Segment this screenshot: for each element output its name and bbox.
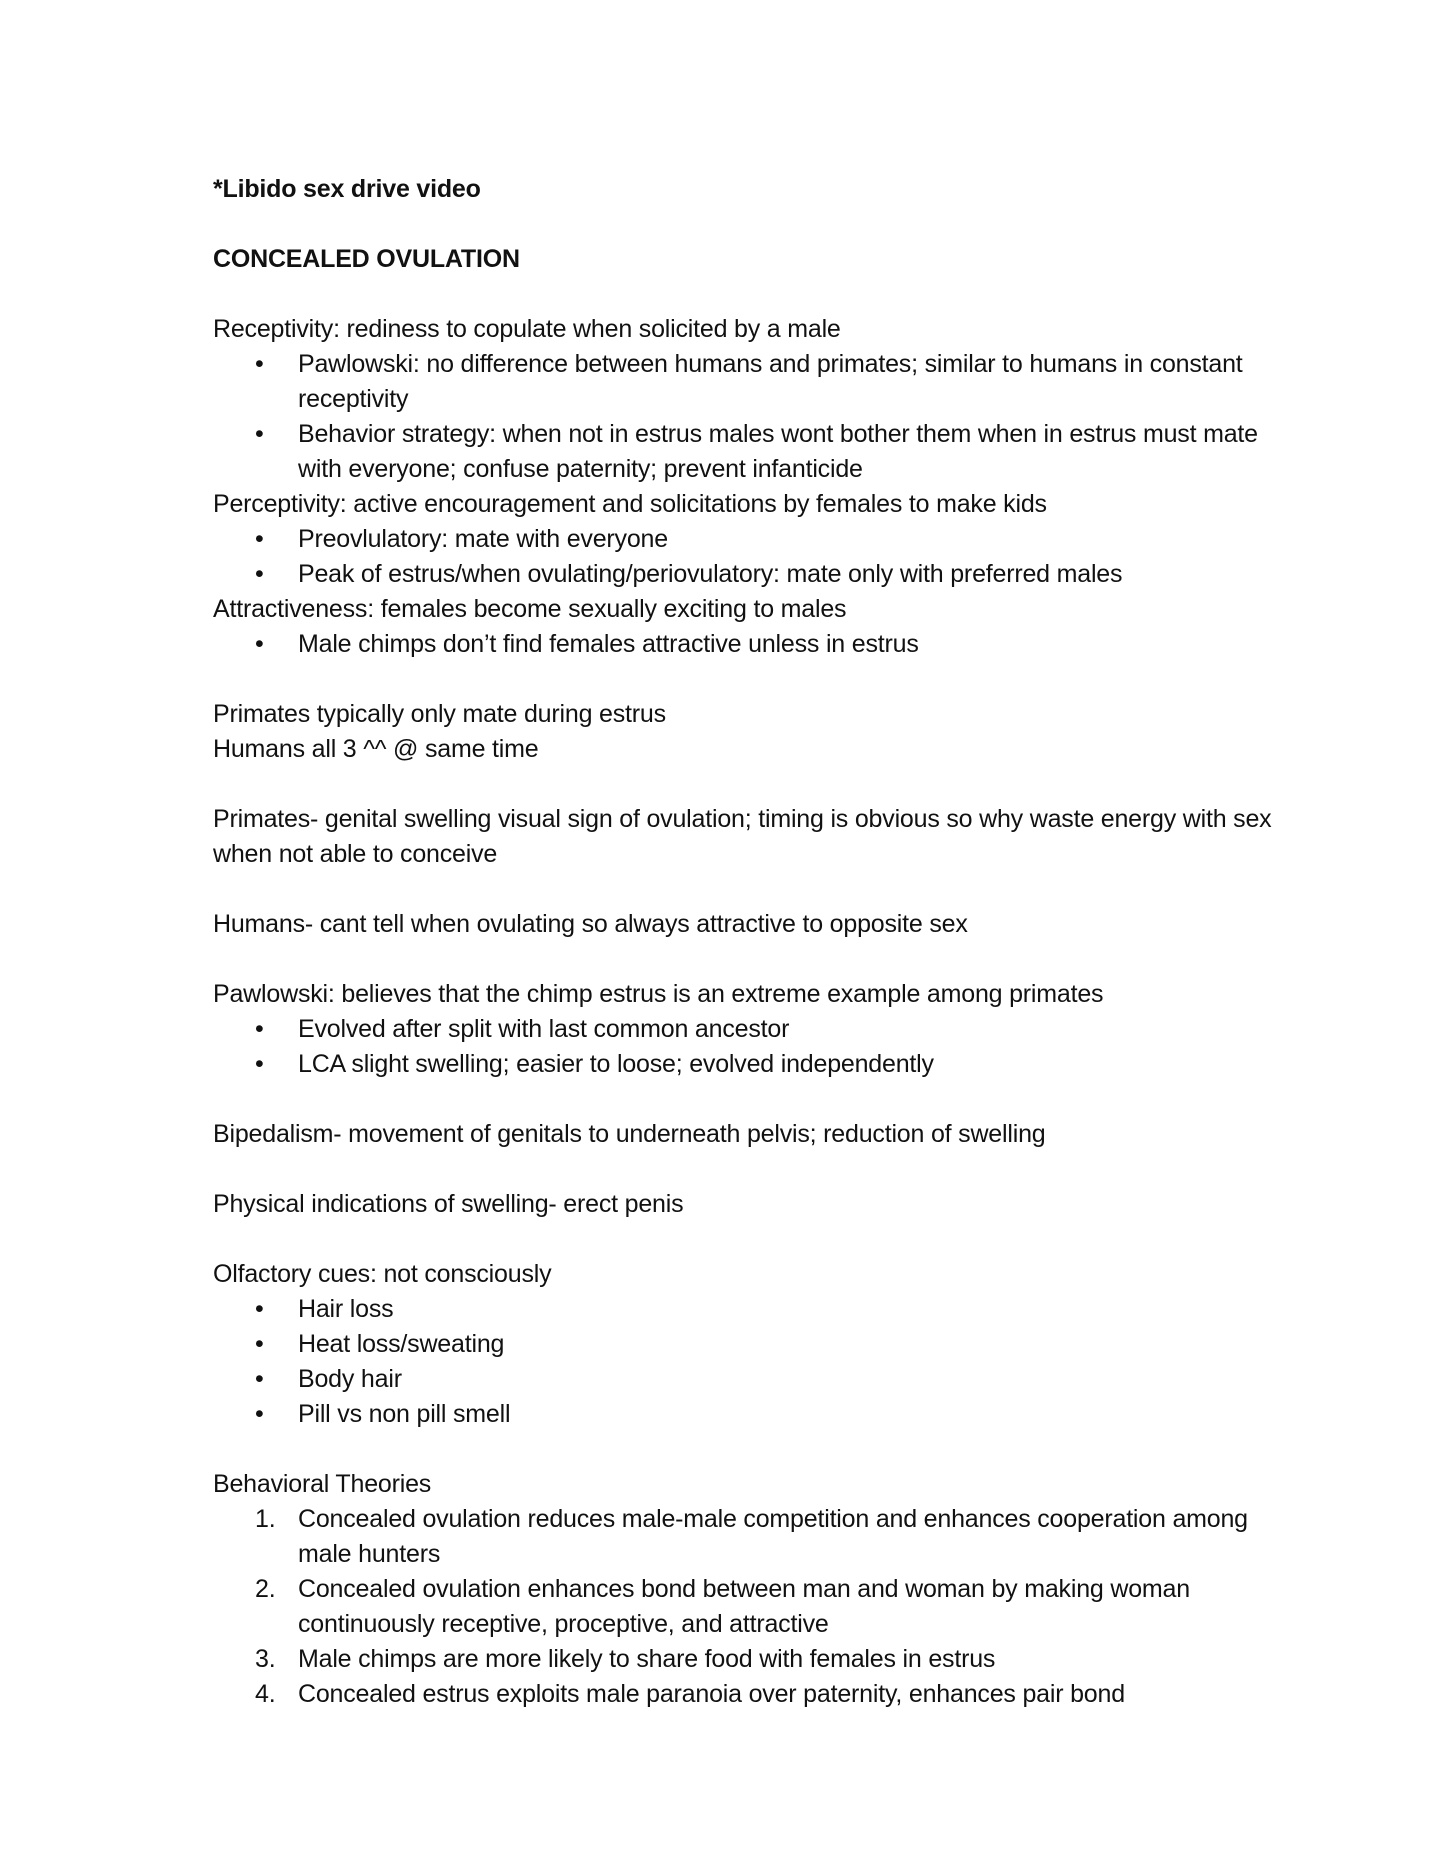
receptivity-list [213,347,1296,487]
list-item: • Behavior strategy: when not in estrus males wont bother them when in estrus must mate with everyone; confuse paternity; prevent infanticide [213,417,1296,487]
list-item: • Heat loss/sweating [213,1327,1296,1362]
receptivity-line: Receptivity: rediness to copulate when solicited by a male [213,315,841,343]
list-item: • Peak of estrus/when ovulating/periovulatory: mate only with preferred males [213,557,1296,592]
list-item: • Hair loss [213,1292,1296,1327]
list-number: 4. [255,1680,276,1708]
list-item: • Pill vs non pill smell [213,1397,1296,1432]
list-item: • Pawlowski: no difference between humans and primates; similar to humans in constant receptivity [213,347,1296,417]
list-item-text: Concealed ovulation reduces male-male competition and enhances cooperation among male hunters [298,1505,1248,1568]
pawlowski-list [213,1012,1296,1082]
primates-swelling-paragraph: Primates- genital swelling visual sign of ovulation; timing is obvious so why waste energy with sex when not able to conceive [213,805,1272,868]
humans-cant-tell-line: Humans- cant tell when ovulating so always attractive to opposite sex [213,910,968,938]
list-item-text: Male chimps are more likely to share food with females in estrus [298,1645,996,1673]
video-heading: *Libido sex drive video [213,175,481,203]
list-item: • Male chimps don’t find females attractive unless in estrus [213,627,1296,662]
list-item [213,1572,1296,1642]
list-item [213,1677,1296,1712]
page-title: CONCEALED OVULATION [213,245,520,273]
list-item: • Body hair [213,1362,1296,1397]
list-item [213,1502,1296,1572]
list-item [213,1642,1296,1677]
list-item: • LCA slight swelling; easier to loose; evolved independently [213,1047,1296,1082]
bipedalism-line: Bipedalism- movement of genitals to underneath pelvis; reduction of swelling [213,1120,1046,1148]
list-item: • Evolved after split with last common ancestor [213,1012,1296,1047]
perceptivity-list [213,522,1296,592]
pawlowski-believes-line: Pawlowski: believes that the chimp estrus is an extreme example among primates [213,980,1104,1008]
list-number: 3. [255,1645,276,1673]
perceptivity-line: Perceptivity: active encouragement and solicitations by females to make kids [213,490,1047,518]
primates-typically-line: Primates typically only mate during estrus [213,700,666,728]
attractiveness-list [213,627,1296,662]
olfactory-list [213,1292,1296,1432]
olfactory-line: Olfactory cues: not consciously [213,1260,552,1288]
physical-indications-line: Physical indications of swelling- erect penis [213,1190,684,1218]
list-item-text: Concealed ovulation enhances bond between man and woman by making woman continuously receptive, proceptive, and attractive [298,1575,1190,1638]
attractiveness-line: Attractiveness: females become sexually exciting to males [213,595,847,623]
list-number: 2. [255,1575,276,1603]
humans-all-line: Humans all 3 ^^ @ same time [213,735,539,763]
behavioral-theories-heading: Behavioral Theories [213,1470,432,1498]
list-item: • Preovlulatory: mate with everyone [213,522,1296,557]
list-item-text: Concealed estrus exploits male paranoia over paternity, enhances pair bond [298,1680,1125,1708]
behavioral-theories-list [213,1502,1296,1712]
list-number: 1. [255,1505,276,1533]
